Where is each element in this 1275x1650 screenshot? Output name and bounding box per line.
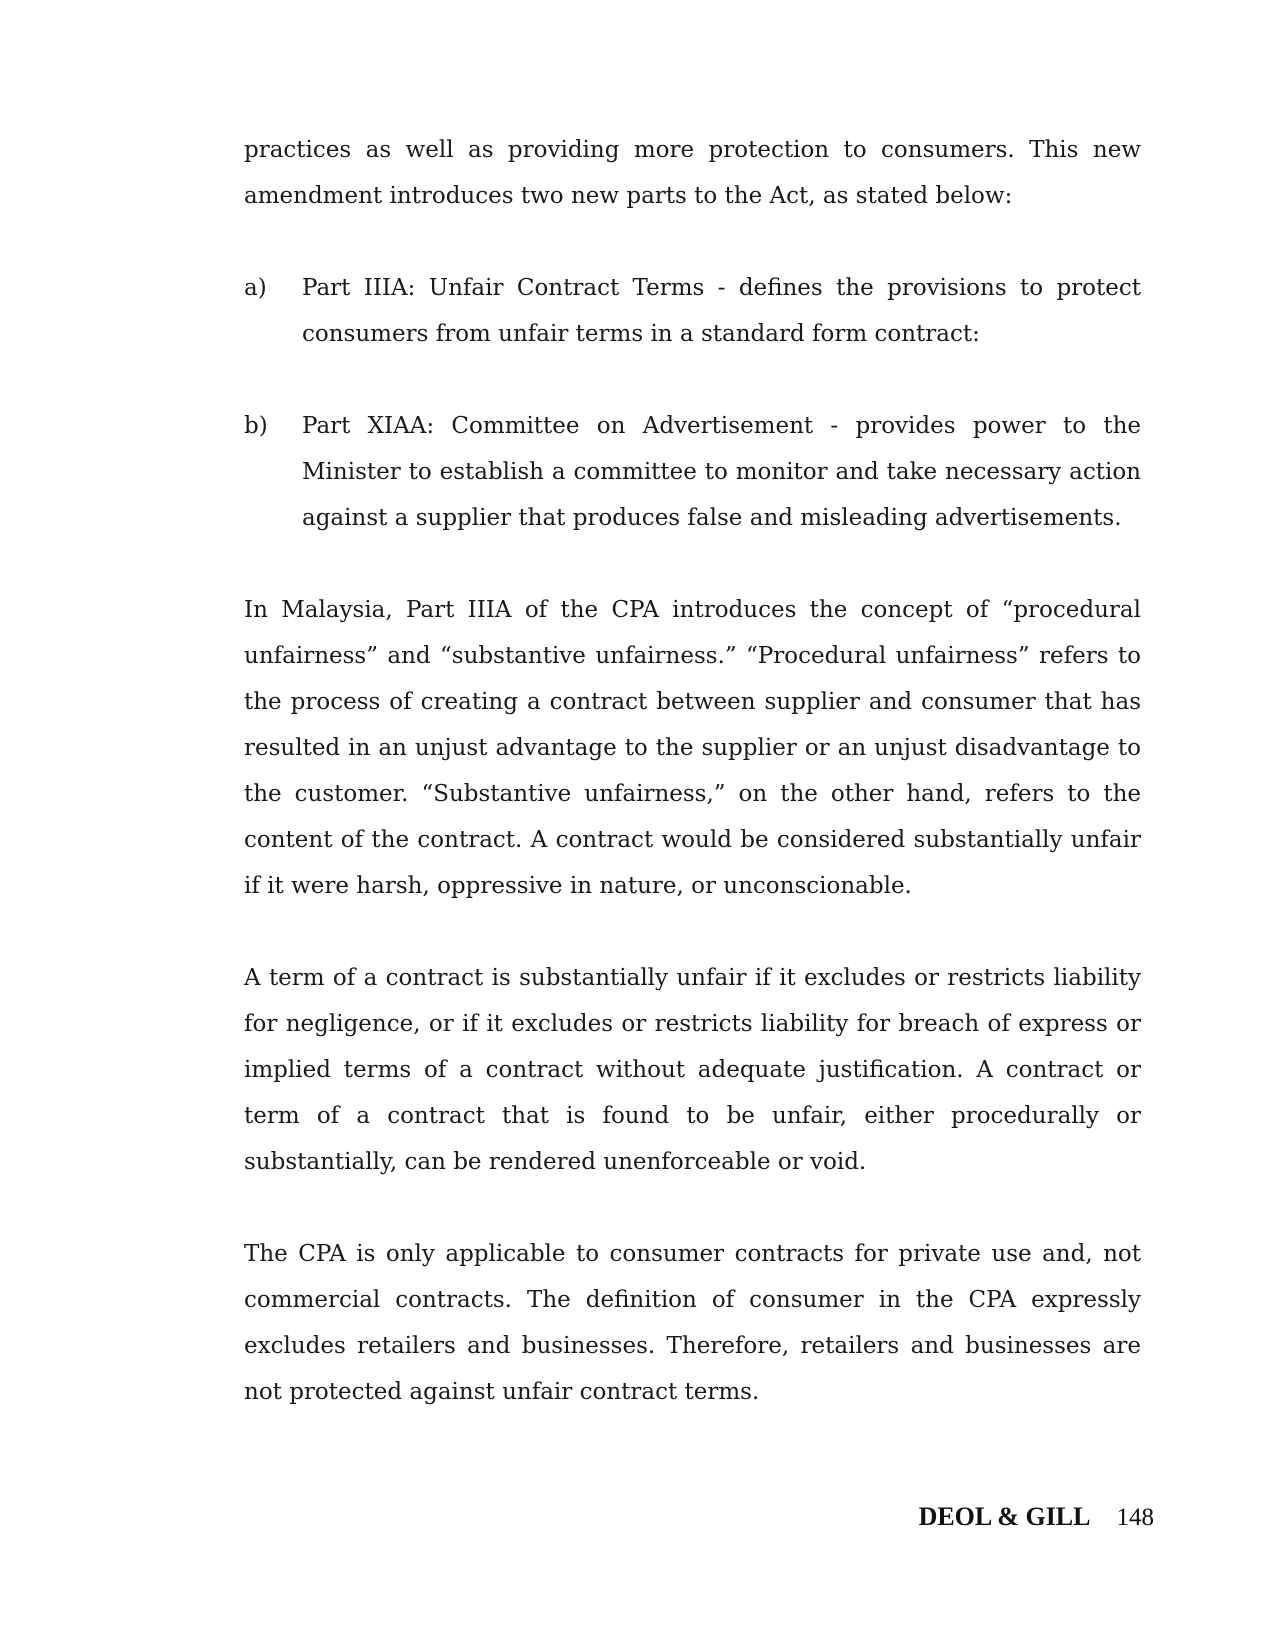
paragraph-gap	[244, 909, 1141, 955]
list-marker: b)	[244, 413, 268, 439]
paragraph-unfairness: In Malaysia, Part IIIA of the CPA introduces the concept of “procedural unfairness” and “substantive unfairness.” “Procedural unfairness” refers to the process of creating a contract between supplier and consumer that has resulted in an unjust advantage to the supplier or an unjust disadvantage to the customer. “Substantive unfairness,” on the other hand, refers to the content of the contract. A contract would be considered substantially unfair if it were harsh, oppressive in nature, or unconscionable.	[244, 597, 1141, 899]
paragraph-gap	[244, 541, 1141, 587]
list-item-text: Part IIIA: Unfair Contract Terms - defines the provisions to protect consumers from unfair terms in a standard form contract:	[302, 275, 1141, 347]
list-item	[244, 265, 1141, 357]
paragraph-gap	[244, 219, 1141, 265]
paragraph-gap	[244, 1185, 1141, 1231]
page-footer	[919, 1502, 1154, 1532]
paragraph-contract-terms: A term of a contract is substantially unfair if it excludes or restricts liability for negligence, or if it excludes or restricts liability for breach of express or implied terms of a contract without adequate justification. A contract or term of a contract that is found to be unfair, either procedurally or substantially, can be rendered unenforceable or void.	[244, 965, 1141, 1175]
list-item-text: Part XIAA: Committee on Advertisement - provides power to the Minister to establish a committee to monitor and take necessary action against a supplier that produces false and misleading advertisements.	[302, 413, 1141, 531]
paragraph-gap	[244, 357, 1141, 403]
list-marker: a)	[244, 275, 267, 301]
paragraph-intro: practices as well as providing more protection to consumers. This new amendment introduces two new parts to the Act, as stated below:	[244, 137, 1141, 209]
list-item	[244, 403, 1141, 541]
body-text	[244, 127, 1141, 1415]
footer-author-name: DEOL & GILL	[918, 1502, 1091, 1531]
page-number: 148	[1116, 1504, 1154, 1531]
paragraph-cpa-scope: The CPA is only applicable to consumer contracts for private use and, not commercial contracts. The definition of consumer in the CPA expressly excludes retailers and businesses. Therefore, retailers and businesses are not protected against unfair contract terms.	[244, 1241, 1141, 1405]
